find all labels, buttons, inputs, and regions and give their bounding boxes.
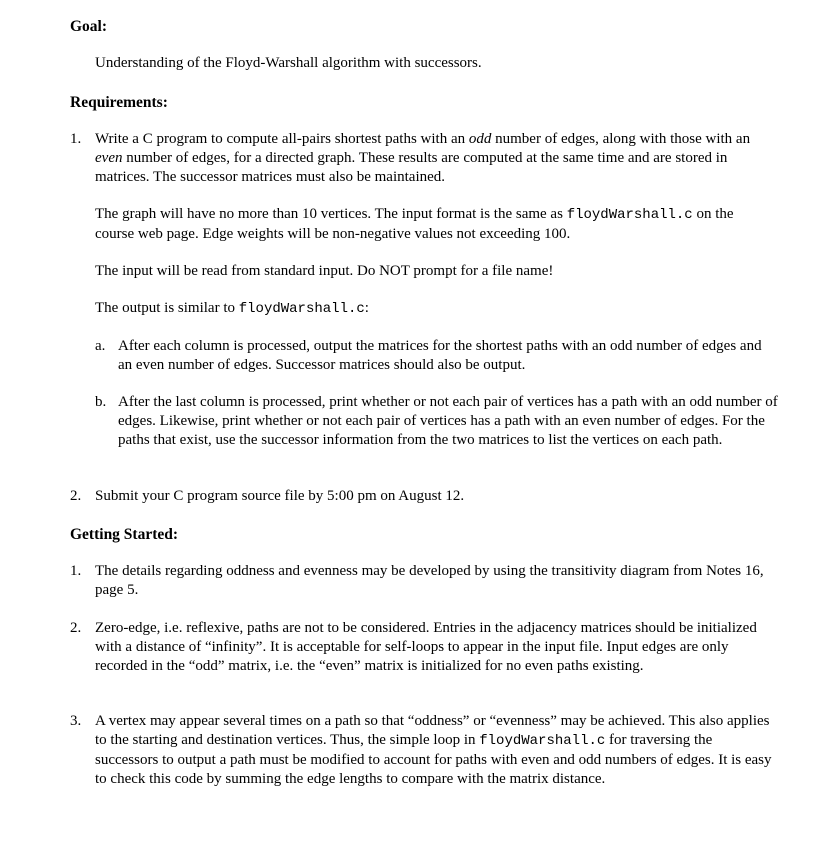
gs-item-3-number: 3. xyxy=(70,713,82,729)
req-item-1-number: 1. xyxy=(70,131,82,147)
gs-item-1-text: The details regarding oddness and evenness may be developed by using the transitivity diagram from Notes 16, page 5. xyxy=(95,563,764,598)
sub-item-b-text: After the last column is processed, print whether or not each pair of vertices has a path with an odd number of edges. Likewise, print whether or not each pair of vertices has a path with an even number of edges. For the paths that exist, use the successor information from the two matrices to list the vertices on each path. xyxy=(118,394,778,448)
graph-paragraph-b: on the course web page. Edge weights will be non-negative values not exceeding 100. xyxy=(95,206,734,242)
goal-text: Understanding of the Floyd-Warshall algorithm with successors. xyxy=(95,55,482,71)
output-paragraph-b: : xyxy=(364,300,369,316)
sub-item-b-letter: b. xyxy=(95,394,107,410)
getting-started-heading: Getting Started: xyxy=(70,526,179,543)
gs-item-3-part-b: for traversing the successors to output a path must be modified to account for paths with even and odd numbers of edges. It is easy to check this code by summing the edge lengths to compare with the matrix distance. xyxy=(95,732,772,787)
graph-paragraph-a: The graph will have no more than 10 vertices. The input format is the same as xyxy=(95,206,567,222)
graph-paragraph-code: floydWarshall.c xyxy=(566,207,693,223)
gs-item-1-number: 1. xyxy=(70,563,82,579)
sub-item-a-letter: a. xyxy=(95,338,106,354)
odd-emphasis: odd xyxy=(468,131,492,147)
req-item-1-text xyxy=(95,130,775,187)
req-item-2-number: 2. xyxy=(70,488,82,504)
requirements-heading: Requirements: xyxy=(70,94,168,111)
gs-item-3-text xyxy=(95,712,775,789)
sub-item-a-text: After each column is processed, output the matrices for the shortest paths with an odd number of edges and an even number of edges. Successor matrices should also be output. xyxy=(118,338,762,373)
graph-paragraph xyxy=(95,205,775,244)
output-paragraph xyxy=(95,299,775,319)
output-paragraph-a: The output is similar to xyxy=(95,300,239,316)
req-item-1-part-a: Write a C program to compute all-pairs shortest paths with an xyxy=(95,131,469,147)
gs-item-3-code: floydWarshall.c xyxy=(479,733,606,749)
req-item-1-part-b: number of edges, along with those with an xyxy=(491,131,751,147)
req-item-2-text: Submit your C program source file by 5:00 pm on August 12. xyxy=(95,488,465,504)
gs-item-2-text: Zero-edge, i.e. reflexive, paths are not to be considered. Entries in the adjacency matrices should be initialized with a distance of “infinity”. It is acceptable for self-loops to appear in the input file. Input edges are only recorded in the “odd” matrix, i.e. the “even” matrix is initialized for no even paths existing. xyxy=(95,620,757,674)
even-emphasis: even xyxy=(95,150,123,166)
goal-heading: Goal: xyxy=(70,18,108,35)
output-paragraph-code: floydWarshall.c xyxy=(238,301,365,317)
req-item-1-part-c: number of edges, for a directed graph. These results are computed at the same time and are stored in matrices. The successor matrices must also be maintained. xyxy=(95,150,728,185)
gs-item-3-part-a: A vertex may appear several times on a path so that “oddness” or “evenness” may be achieved. This also applies to the starting and destination vertices. Thus, the simple loop in xyxy=(95,713,770,748)
input-paragraph: The input will be read from standard input. Do NOT prompt for a file name! xyxy=(95,263,554,279)
gs-item-2-number: 2. xyxy=(70,620,82,636)
